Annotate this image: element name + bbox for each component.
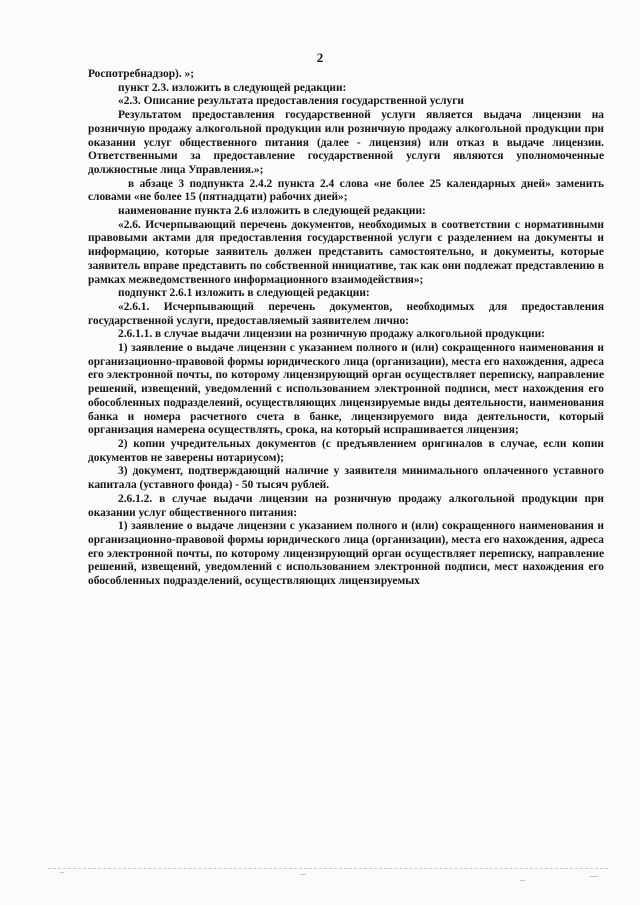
paragraph-section-2-3-title: «2.3. Описание результата предоставления государственной услуги (118, 95, 464, 108)
list-item-2-charter-copies: 2) копии учредительных документов (с предъявлением оригиналов в случае, если копии документов не заверены нотариусом); (88, 437, 604, 464)
paragraph-item-2-4-2-amendment: в абзаце 3 подпункта 2.4.2 пункта 2.4 слова «не более 25 календарных дней» заменить словами «не более 15 (пятнадцати) рабочих дней»; (88, 177, 604, 204)
paragraph-section-2-6-title: «2.6. Исчерпывающий перечень документов, необходимых в соответствии с нормативными правовыми актами для предоставления государственной услуги с разделением на документы и информацию, которые заявитель должен представить самостоятельно, и документы, которые заявитель вправе представить по собственной инициативе, так как они подлежат представлению в рамках межведомственного информационного взаимодействия»; (88, 218, 604, 286)
scan-edge-line (48, 868, 608, 869)
paragraph-section-2-3-body: Результатом предоставления государственной услуги является выдача лицензии на розничную продажу алкогольной продукции или розничную продажу алкогольной продукции при оказании услуг общественного питания (далее - лицензия) или отказ в выдаче лицензии. Ответственными за предоставление государственной услуги являются уполномоченные должностные лица Управления.»; (88, 109, 604, 176)
list-item-1-application-catering: 1) заявление о выдаче лицензии с указанием полного и (или) сокращенного наименования и организационно-правовой формы юридического лица (организации), места его нахождения, адреса его электронной почты, по которому лицензирующий орган осуществляет переписку, направление решений, извещений, уведомлений с использованием электронной подписи, мест нахождения его обособленных подразделений, осуществляющих лицензируемых (88, 520, 604, 588)
list-item-1-application: 1) заявление о выдаче лицензии с указанием полного и (или) сокращенного наименования и организационно-правовой формы юридического лица (организации), места его нахождения, адреса его электронной почты, по которому лицензирующий орган осуществляет переписку, направление решений, извещений, уведомлений с использованием электронной подписи, мест нахождения его обособленных подразделений, осуществляющих лицензируемые виды деятельности, наименования банка и номера расчетного счета в банке, лицензируемого вида деятельности, который организация намерена осуществлять, срока, на который испрашивается лицензия; (88, 342, 604, 437)
paragraph-section-2-6-1: «2.6.1. Исчерпывающий перечень документов, необходимых для предоставления государственной услуги, предоставляемый заявителем лично: (88, 300, 604, 327)
paragraph-section-2-6-1-1: 2.6.1.1. в случае выдачи лицензии на розничную продажу алкогольной продукции: (118, 328, 545, 341)
paragraph-subitem-2-6-1-heading: подпункт 2.6.1 изложить в следующей редакции: (118, 287, 370, 300)
page-number: 2 (316, 50, 324, 65)
paragraph-continuation: Роспотребнадзор). »; (88, 68, 195, 80)
paragraph-item-2-3-heading: пункт 2.3. изложить в следующей редакции: (118, 81, 347, 94)
list-item-3-capital-document: 3) документ, подтверждающий наличие у заявителя минимального оплаченного уставного капитала (уставного фонда) - 50 тысяч рублей. (88, 465, 604, 492)
paragraph-section-2-6-1-2: 2.6.1.2. в случае выдачи лицензии на розничную продажу алкогольной продукции при оказании услуг общественного питания: (88, 492, 604, 519)
document-body (88, 68, 604, 589)
paragraph-item-2-6-heading: наименование пункта 2.6 изложить в следующей редакции: (118, 205, 426, 218)
